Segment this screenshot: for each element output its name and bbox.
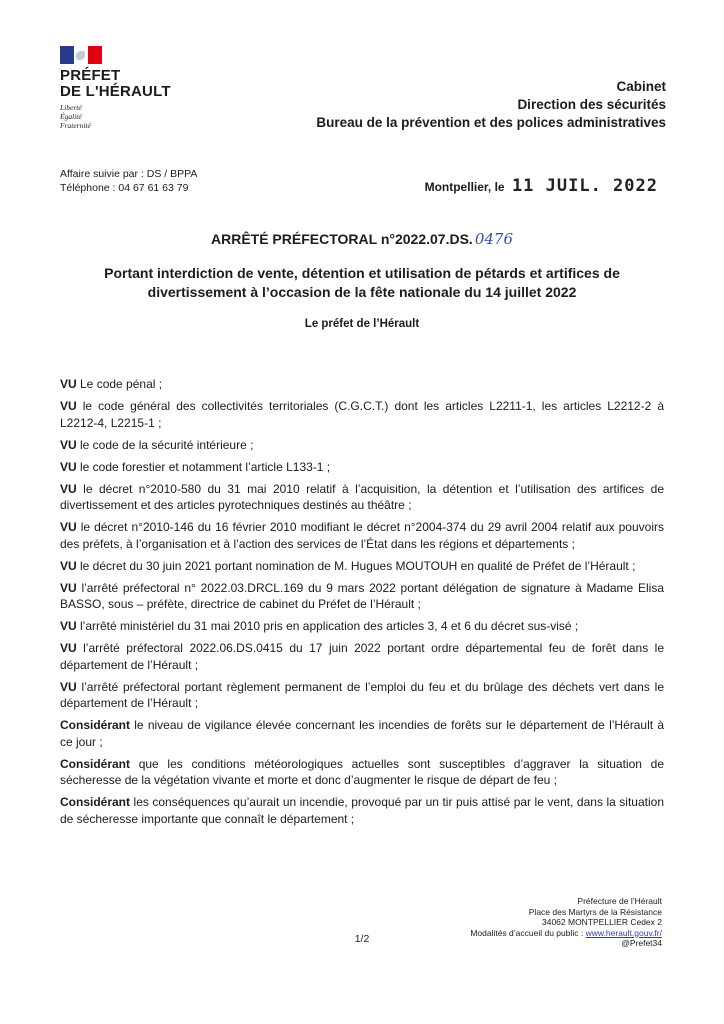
prefecture-name-line1: PRÉFET [60, 67, 121, 84]
paragraph-text: le décret n°2010-146 du 16 février 2010 modifiant le décret n°2004-374 du 29 avril 2004 relatif aux pouvoirs des préfets, à l’organisation et à l’action des services de l’État dans les régions et départements ; [60, 520, 664, 551]
issuing-authority: Le préfet de l’Hérault [304, 318, 420, 330]
motto-fraternite: Fraternité [60, 121, 91, 130]
paragraph-lead: Considérant [60, 795, 131, 809]
paragraph-text: le décret du 30 juin 2021 portant nomination de M. Hugues MOUTOUH en qualité de Préfet de l’Hérault ; [76, 558, 636, 573]
paragraph-lead: VU [60, 619, 77, 633]
paragraph-lead: VU [60, 459, 77, 474]
marianne-flag-icon [60, 46, 102, 64]
arrete-object: Portant interdiction de vente, détention et utilisation de pétards et artifices de divertissement à l’occasion de la fête nationale du 14 juillet 2022 [104, 265, 620, 300]
paragraph-text: le niveau de vigilance élevée concernant les incendies de forêts sur le département de l’Hérault à ce jour ; [60, 718, 664, 749]
paragraph-lead: VU [60, 580, 77, 595]
footer-address-line: 34062 MONTPELLIER Cedex 2 [541, 917, 662, 927]
paragraph-lead: Considérant [60, 756, 131, 771]
paragraph-lead: Considérant [60, 718, 131, 732]
page-number: 1/2 [354, 933, 370, 945]
arrete-handwritten-number: 0476 [474, 230, 513, 248]
twitter-handle: @Prefet34 [621, 938, 662, 948]
visa-paragraph [60, 519, 664, 552]
visa-paragraph [60, 437, 664, 454]
paragraph-lead: VU [60, 558, 77, 573]
telephone-line: Téléphone : 04 67 61 63 79 [60, 182, 189, 194]
paragraph-text: l’arrêté préfectoral n° 2022.03.DRCL.169 du 9 mars 2022 portant délégation de signature à Madame Elisa BASSO, sous – préfète, directrice de cabinet du Préfet de l’Hérault ; [60, 580, 664, 611]
visa-paragraph [60, 398, 664, 431]
paragraph-lead: VU [60, 377, 77, 391]
paragraph-lead: VU [60, 399, 77, 413]
considerant-paragraph [60, 794, 664, 827]
visa-paragraph [60, 558, 664, 575]
visa-paragraph [60, 679, 664, 712]
paragraph-text: le code général des collectivités territoriales (C.G.C.T.) dont les articles L2211-1, les articles L2212-2 à L2212-4, L2215-1 ; [60, 399, 664, 430]
paragraph-lead: VU [60, 437, 77, 452]
visa-paragraph [60, 376, 664, 393]
affaire-line: Affaire suivie par : DS / BPPA [60, 168, 198, 180]
case-reference [60, 167, 197, 195]
paragraph-text: l’arrêté ministériel du 31 mai 2010 pris en application des articles 3, 4 et 6 du décret sus-visé ; [76, 619, 579, 633]
visa-paragraph [60, 459, 664, 476]
service-line-bureau: Bureau de la prévention et des polices administratives [316, 115, 666, 130]
paragraph-lead: VU [60, 481, 77, 496]
paragraph-text: le code de la sécurité intérieure ; [76, 437, 254, 452]
paragraph-text: le code forestier et notamment l’article L133-1 ; [76, 459, 331, 474]
considerant-paragraph [60, 756, 664, 789]
paragraph-text: le décret n°2010-580 du 31 mai 2010 relatif à l’acquisition, la détention et l’utilisation des artifices de divertissement et des articles pyrotechniques destinés au théâtre ; [60, 481, 664, 512]
arrete-title [0, 230, 724, 248]
prefecture-logo [60, 46, 200, 130]
visa-paragraph [60, 481, 664, 514]
footer-address-line: Place des Martyrs de la Résistance [528, 906, 662, 917]
service-line-cabinet: Cabinet [616, 79, 666, 94]
paragraph-text: les conséquences qu’aurait un incendie, provoqué par un tir puis attisé par le vent, dans la situation de sécheresse importante que connaît le département ; [60, 795, 664, 826]
footer-address-line: Préfecture de l’Hérault [577, 896, 662, 906]
service-line-direction: Direction des sécurités [517, 97, 666, 112]
paragraph-text: l’arrêté préfectoral 2022.06.DS.0415 du 17 juin 2022 portant ordre départemental feu de forêt dans le département de l’Hérault ; [60, 641, 664, 672]
website-link[interactable]: www.herault.gouv.fr/ [585, 927, 662, 938]
date-prefix: Montpellier, le [424, 180, 505, 194]
motto-egalite: Égalité [60, 112, 82, 121]
motto-liberte: Liberté [60, 103, 82, 112]
reception-label: Modalités d’accueil du public : [470, 927, 586, 938]
paragraph-lead: VU [60, 679, 77, 694]
visa-paragraph [60, 618, 664, 635]
date-line [425, 176, 658, 196]
service-heading [316, 78, 666, 132]
prefecture-name-line2: DE L'HÉRAULT [60, 83, 171, 100]
document-body [60, 376, 664, 833]
republic-motto [60, 103, 200, 130]
considerant-paragraph [60, 717, 664, 750]
paragraph-text: que les conditions météorologiques actuelles sont susceptibles d’aggraver la situation de sécheresse de la végétation vivante et morte et donc d’augmenter le risque de départ de feu ; [60, 756, 664, 787]
visa-paragraph [60, 640, 664, 673]
visa-paragraph [60, 580, 664, 613]
paragraph-text: Le code pénal ; [76, 377, 163, 391]
date-stamp: 11 JUIL. 2022 [511, 176, 658, 196]
paragraph-lead: VU [60, 520, 77, 534]
arrete-label: ARRÊTÉ PRÉFECTORAL n°2022.07.DS. [210, 231, 473, 247]
paragraph-lead: VU [60, 641, 77, 655]
paragraph-text: l’arrêté préfectoral portant règlement permanent de l’emploi du feu et du brûlage des déchets vert dans le département de l’Hérault ; [60, 679, 664, 710]
